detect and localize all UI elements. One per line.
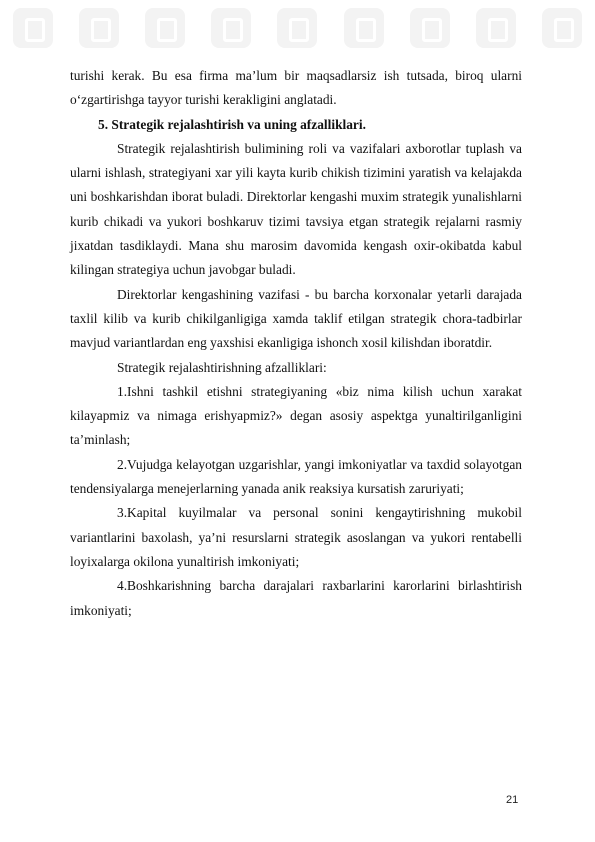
paragraph: Direktorlar kengashining vazifasi - bu barcha korxonalar yetarli darajada taxlil kilib va kurib chikilganligiga xamda taklif etilgan strategik chora-tadbirlar mavjud variantlardan eng yaxshisi ekanligiga ishonch xosil kilishdan iboratdir. [70, 286, 522, 351]
list-item: 1.Ishni tashkil etishni strategiyaning «biz nima kilish uchun xarakat kilayapmiz va nimaga erishyapmiz?» degan asosiy aspektga yunaltirilganligini ta’minlash; [70, 383, 522, 448]
list-item: 4.Boshkarishning barcha darajalari raxbarlarini karorlarini birlashtirish imkoniyati; [70, 578, 522, 618]
paragraph: Strategik rejalashtirishning afzalliklari: [117, 359, 327, 375]
page-number: 21 [506, 794, 519, 806]
document-icon [344, 8, 384, 48]
document-icon [277, 8, 317, 48]
paragraph-continuation: turishi kerak. Bu esa firma ma’lum bir maqsadlarsiz ish tutsada, biroq ularni o‘zgartirishga tayyor turishi kerakligini anglatadi. [70, 68, 522, 108]
list-item: 3.Kapital kuyilmalar va personal sonini kengaytirishning mukobil variantlarini baxolash, ya’ni resurslarni strategik asoslangan va yukori rentabelli loyixalarga okilona yunaltirish imkoniyati; [70, 505, 522, 569]
body-text [70, 64, 522, 623]
document-icon [542, 8, 582, 48]
watermark-pattern-top [0, 8, 595, 48]
document-icon [79, 8, 119, 48]
document-icon [145, 8, 185, 48]
document-icon [410, 8, 450, 48]
section-heading: 5. Strategik rejalashtirish va uning afzalliklari. [98, 116, 366, 132]
list-item: 2.Vujudga kelayotgan uzgarishlar, yangi imkoniyatlar va taxdid solayotgan tendensiyalarga menejerlarning yanada anik reaksiya kursatish zaruriyati; [70, 456, 522, 497]
document-icon [13, 8, 53, 48]
document-icon [476, 8, 516, 48]
document-icon [211, 8, 251, 48]
paragraph: Strategik rejalashtirish bulimining roli va vazifalari axborotlar tuplash va ularni ishlash, strategiyani xar yili kayta kurib chikish tizimini yaratish va kelajakda uni boshkarishdan iborat buladi. Direktorlar kengashi muxim strategik yunalishlarni kurib chikadi va yukori boshkaruv tizimi tavsiya etgan strategik rejalarni rasmiy jixatdan tasdiklaydi. Mana shu marosim davomida kengash oxir-okibatda kabul kilingan strategiya uchun javobgar buladi. [70, 140, 522, 278]
